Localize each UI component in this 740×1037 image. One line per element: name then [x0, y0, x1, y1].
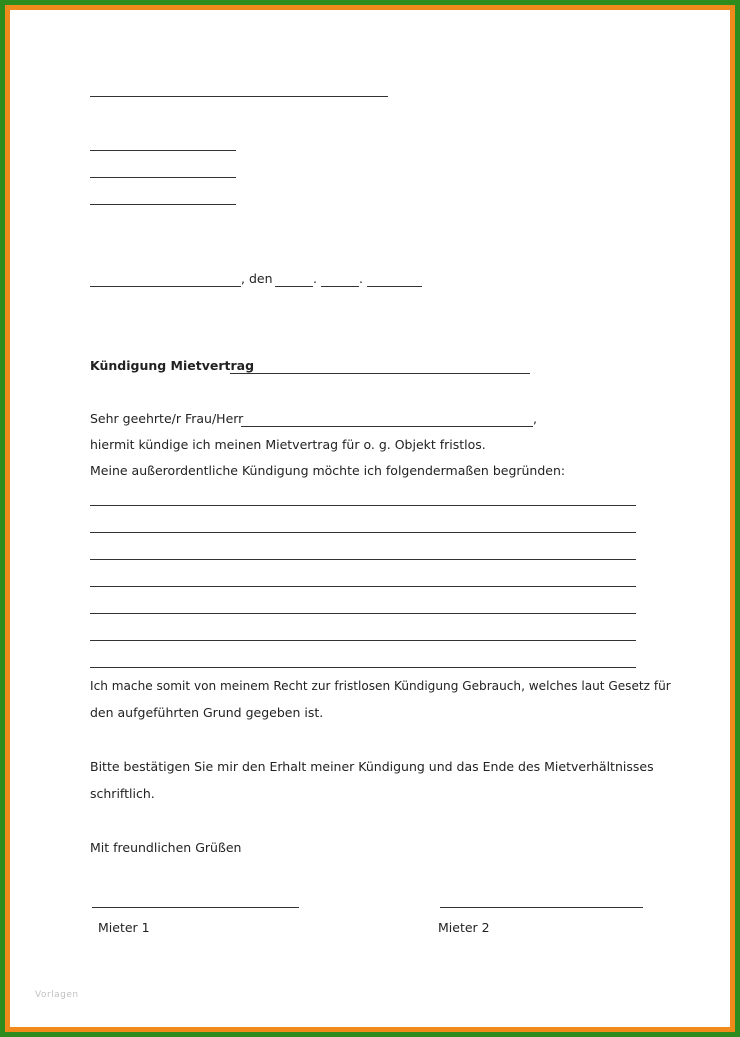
- sender-name-line: [90, 96, 388, 97]
- date-den-label: , den: [241, 271, 273, 286]
- document-page: [10, 10, 730, 1027]
- date-month-line: [321, 286, 359, 287]
- date-dot-1: .: [313, 271, 317, 286]
- signature-label-right: Mieter 2: [438, 920, 490, 935]
- date-dot-2: .: [359, 271, 363, 286]
- date-day-line: [275, 286, 313, 287]
- body-line-2: Meine außerordentliche Kündigung möchte ich folgendermaßen begründen:: [90, 463, 566, 478]
- subject-title: Kündigung Mietvertrag: [90, 358, 255, 373]
- signature-label-left: Mieter 1: [98, 920, 150, 935]
- paragraph-2-line-2: schriftlich.: [90, 786, 155, 801]
- reason-line-3: [90, 559, 636, 560]
- signature-line-left: [92, 907, 299, 908]
- recipient-address-line-1: [90, 150, 236, 151]
- place-line: [90, 286, 241, 287]
- salutation-name-line: [241, 426, 533, 427]
- paragraph-2-line-1: Bitte bestätigen Sie mir den Erhalt meiner Kündigung und das Ende des Mietverhältnisses: [90, 759, 654, 774]
- reason-line-2: [90, 532, 636, 533]
- paragraph-1-line-2: den aufgeführten Grund gegeben ist.: [90, 705, 324, 720]
- reason-line-5: [90, 613, 636, 614]
- reason-line-4: [90, 586, 636, 587]
- reason-line-6: [90, 640, 636, 641]
- recipient-address-line-3: [90, 204, 236, 205]
- watermark: Vorlagen: [35, 990, 79, 1000]
- signature-line-right: [440, 907, 643, 908]
- body-line-1: hiermit kündige ich meinen Mietvertrag für o. g. Objekt fristlos.: [90, 437, 486, 452]
- reason-line-1: [90, 505, 636, 506]
- reason-line-7: [90, 667, 636, 668]
- page-border-inner: [5, 5, 735, 1032]
- salutation-comma: ,: [533, 411, 537, 426]
- recipient-address-line-2: [90, 177, 236, 178]
- closing: Mit freundlichen Grüßen: [90, 840, 242, 855]
- subject-line: [230, 373, 530, 374]
- salutation: Sehr geehrte/r Frau/Herr: [90, 411, 244, 426]
- paragraph-1-line-1: Ich mache somit von meinem Recht zur fristlosen Kündigung Gebrauch, welches laut Gesetz für: [90, 679, 671, 693]
- date-year-line: [367, 286, 422, 287]
